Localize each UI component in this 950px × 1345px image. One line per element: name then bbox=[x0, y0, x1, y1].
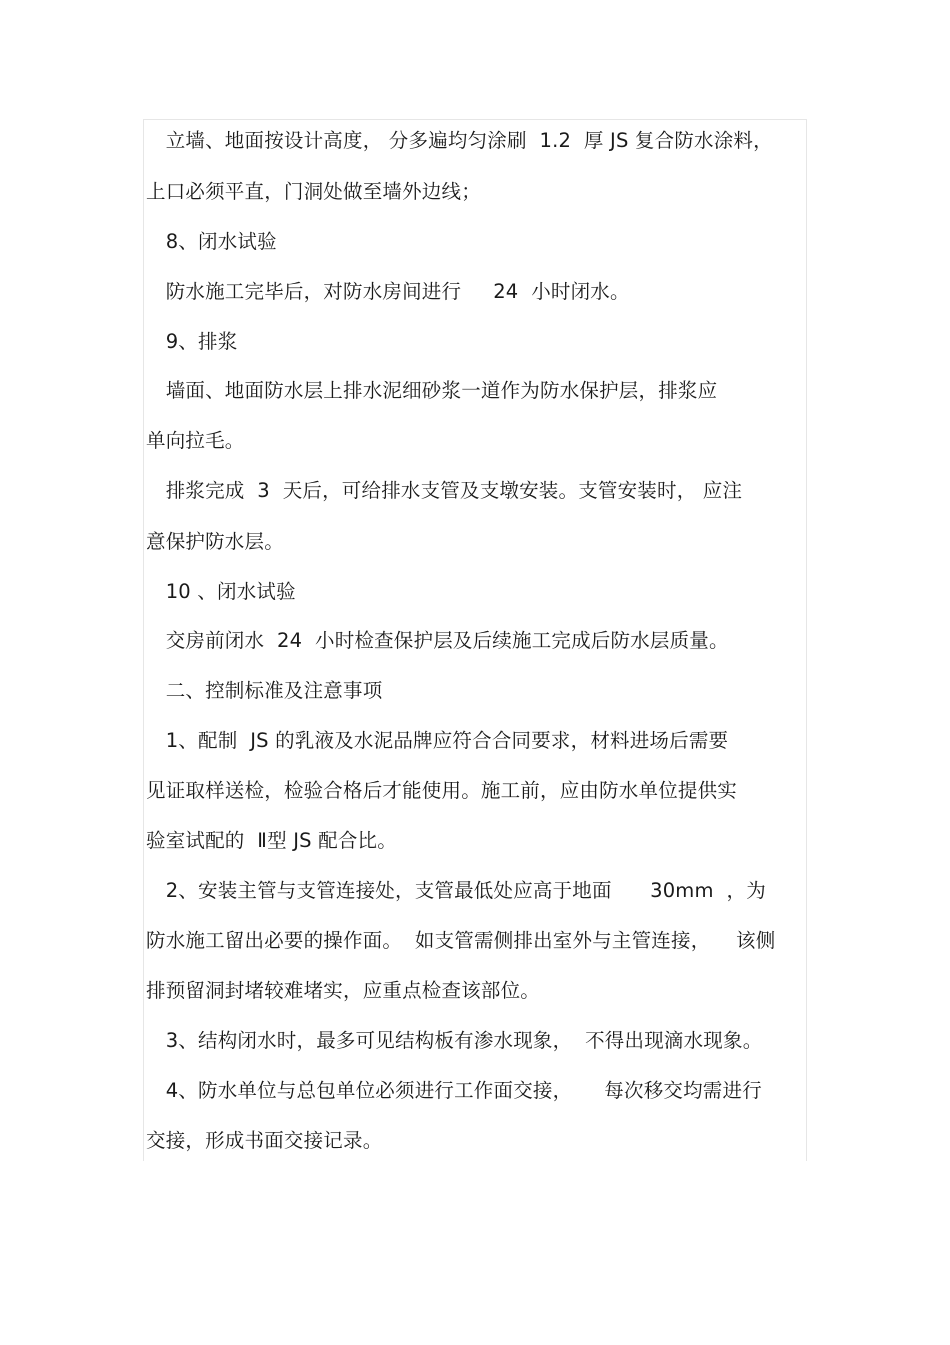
text-line: 3、结构闭水时，最多可见结构板有渗水现象， 不得出现滴水现象。 bbox=[146, 1029, 763, 1052]
text-line: 墙面、地面防水层上排水泥细砂浆一道作为防水保护层，排浆应 bbox=[146, 379, 718, 402]
text-line: 排浆完成 3 天后，可给排水支管及支墩安装。支管安装时， 应注 bbox=[146, 479, 743, 502]
text-line: 1、配制 JS 的乳液及水泥品牌应符合合同要求，材料进场后需要 bbox=[146, 729, 729, 752]
text-line: 防水施工完毕后，对防水房间进行 24 小时闭水。 bbox=[146, 280, 630, 303]
section-heading: 10 、闭水试验 bbox=[146, 580, 296, 603]
text-line: 4、防水单位与总包单位必须进行工作面交接， 每次移交均需进行 bbox=[146, 1079, 762, 1102]
section-heading: 9、排浆 bbox=[146, 330, 238, 353]
section-heading: 二、控制标准及注意事项 bbox=[146, 679, 383, 702]
text-line: 验室试配的 Ⅱ型 JS 配合比。 bbox=[146, 829, 397, 852]
text-line: 单向拉毛。 bbox=[146, 429, 245, 452]
text-line: 排预留洞封堵较难堵实，应重点检查该部位。 bbox=[146, 979, 541, 1002]
text-line: 交接，形成书面交接记录。 bbox=[146, 1129, 383, 1152]
text-line: 防水施工留出必要的操作面。 如支管需侧排出室外与主管连接， 该侧 bbox=[146, 929, 776, 952]
text-line: 上口必须平直，门洞处做至墙外边线； bbox=[146, 180, 481, 203]
text-line: 见证取样送检，检验合格后才能使用。施工前，应由防水单位提供实 bbox=[146, 779, 738, 802]
text-line: 交房前闭水 24 小时检查保护层及后续施工完成后防水层质量。 bbox=[146, 629, 729, 652]
section-heading: 8、闭水试验 bbox=[146, 230, 277, 253]
text-line: 立墙、地面按设计高度， 分多遍均匀涂刷 1.2 厚 JS 复合防水涂料， bbox=[146, 129, 773, 152]
text-line: 2、安装主管与支管连接处，支管最低处应高于地面 30mm ，为 bbox=[146, 879, 766, 902]
text-line: 意保护防水层。 bbox=[146, 530, 284, 553]
